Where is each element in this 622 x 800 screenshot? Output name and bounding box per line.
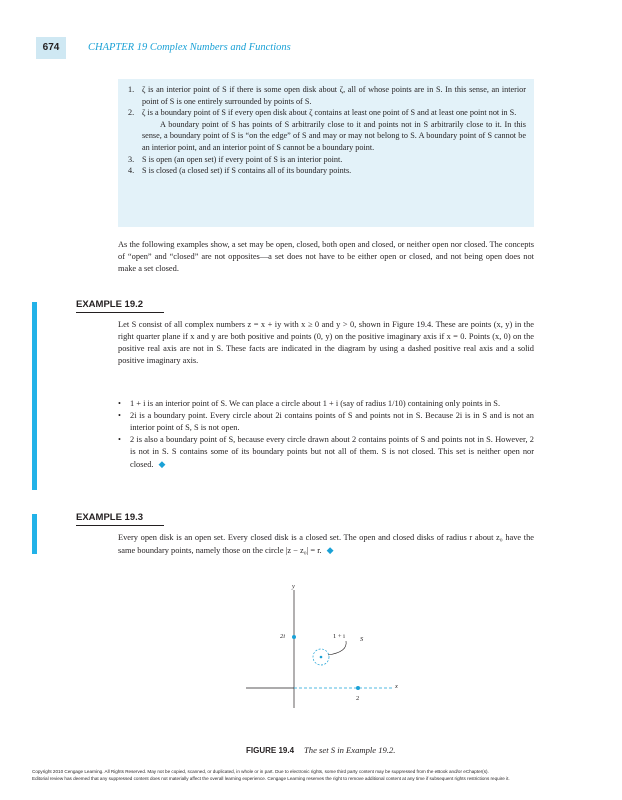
list-item	[118, 434, 534, 471]
end-of-example-icon: ◆	[326, 545, 334, 555]
list-item	[118, 410, 534, 434]
example-sidebar-bar	[32, 514, 37, 554]
definition-item	[128, 154, 526, 166]
intro-paragraph: As the following examples show, a set may be open, closed, both open and closed, or neither open nor closed. The concepts of “open” and “closed” are not opposites—a set does not have to be either open or closed, and not being open does not make a set closed.	[118, 240, 534, 273]
example-body	[118, 532, 534, 557]
end-of-example-icon: ◆	[158, 459, 166, 469]
page-number: 674	[36, 37, 66, 59]
x-axis-label: x	[395, 683, 398, 690]
example-label: EXAMPLE 19.2	[76, 299, 144, 310]
point-2	[356, 686, 360, 690]
definitions-list	[128, 84, 526, 177]
point-2i-label: 2i	[280, 633, 286, 640]
definition-text: ζ is a boundary point of S if every open disk about ζ contains at least one point of S and at least one point not in S.	[142, 108, 517, 118]
y-axis-label: y	[292, 583, 295, 590]
bullet-text: 1 + i is an interior point of S. We can place a circle about 1 + i (say of radius 1/10) containing only points in S.	[130, 399, 501, 408]
definition-text: S is open (an open set) if every point of S is an interior point.	[142, 154, 343, 164]
copyright-footer	[32, 768, 592, 782]
boundary-note: A boundary point of S has points of S arbitrarily close to it and points not in S arbitrarily close to it. In this sense, a boundary point of S is “on the edge” of S and may or may not belong to S. A boundary point of S cannot be an interior point, and an interior point of S cannot be a boundary point.	[142, 119, 526, 152]
label-leader	[328, 641, 346, 655]
example-rule	[76, 312, 164, 313]
definition-text: S is closed (a closed set) if S contains all of its boundary points.	[142, 166, 352, 176]
set-label: S	[360, 636, 364, 643]
example-sidebar-bar	[32, 302, 37, 490]
definition-item	[128, 107, 526, 119]
chapter-title: CHAPTER 19 Complex Numbers and Functions	[88, 42, 291, 53]
point-1-plus-i-label: 1 + i	[333, 633, 345, 640]
example-body: Let S consist of all complex numbers z = x + iy with x ≥ 0 and y > 0, shown in Figure 19.4. These are points (x, y) in the right quarter plane if x and y are both positive and points (0, y) on the positive imaginary axis if x = 0. Points (x, 0) on the positive real axis are not in S. These facts are indicated in the diagram by using a dashed positive real axis and a solid positive imaginary axis.	[118, 320, 534, 365]
definition-number: 3.	[128, 154, 135, 164]
definition-number: 2.	[128, 108, 135, 118]
definition-text: ζ is an interior point of S if there is some open disk about ζ, all of whose points are in S. In this sense, an interior point of S is one entirely surrounded by points of S.	[142, 85, 526, 106]
figure-diagram	[236, 578, 426, 710]
example-body-text: Every open disk is an open set. Every closed disk is a closed set. The open and closed disks of radius r about z₀ have the same boundary points, namely those on the circle |z − z₀| = r.	[118, 533, 534, 555]
bullet-text: 2 is also a boundary point of S, because every circle drawn about 2 contains points of S and points not in S. However, 2 is not in S. S contains some of its boundary points but not all of them. S is not closed. This set is neither open nor closed.	[130, 435, 534, 469]
figure-caption	[246, 740, 395, 758]
definition-number: 4.	[128, 166, 135, 176]
example-rule	[76, 525, 164, 526]
list-item	[118, 398, 534, 410]
bullet-dot: •	[118, 411, 121, 420]
definition-number: 1.	[128, 85, 135, 94]
figure-caption-text: The set S in Example 19.2.	[304, 745, 396, 755]
point-2-label: 2	[356, 695, 360, 702]
footer-line: Copyright 2010 Cengage Learning. All Rights Reserved. May not be copied, scanned, or duplicated, in whole or in part. Due to electronic rights, some third party content may be suppressed from the eBook and/or eChapter(s).	[32, 769, 489, 774]
example-bullets	[118, 398, 534, 471]
point-1-plus-i	[320, 656, 323, 659]
example-label: EXAMPLE 19.3	[76, 512, 144, 523]
definitions-box	[118, 79, 534, 227]
bullet-dot: •	[118, 435, 121, 444]
figure-caption-label: FIGURE 19.4	[246, 746, 295, 755]
point-2i	[292, 635, 296, 639]
bullet-dot: •	[118, 399, 121, 408]
definition-item	[128, 165, 526, 177]
bullet-text: 2i is a boundary point. Every circle about 2i contains points of S and points not in S. Because 2i is in S and is not an interior point of S, S is not open.	[130, 411, 534, 432]
definition-item	[128, 84, 526, 107]
footer-line: Editorial review has deemed that any suppressed content does not materially affect the overall learning experience. Cengage Learning reserves the right to remove additional content at any time if subsequent rights restrictions require it.	[32, 776, 510, 781]
